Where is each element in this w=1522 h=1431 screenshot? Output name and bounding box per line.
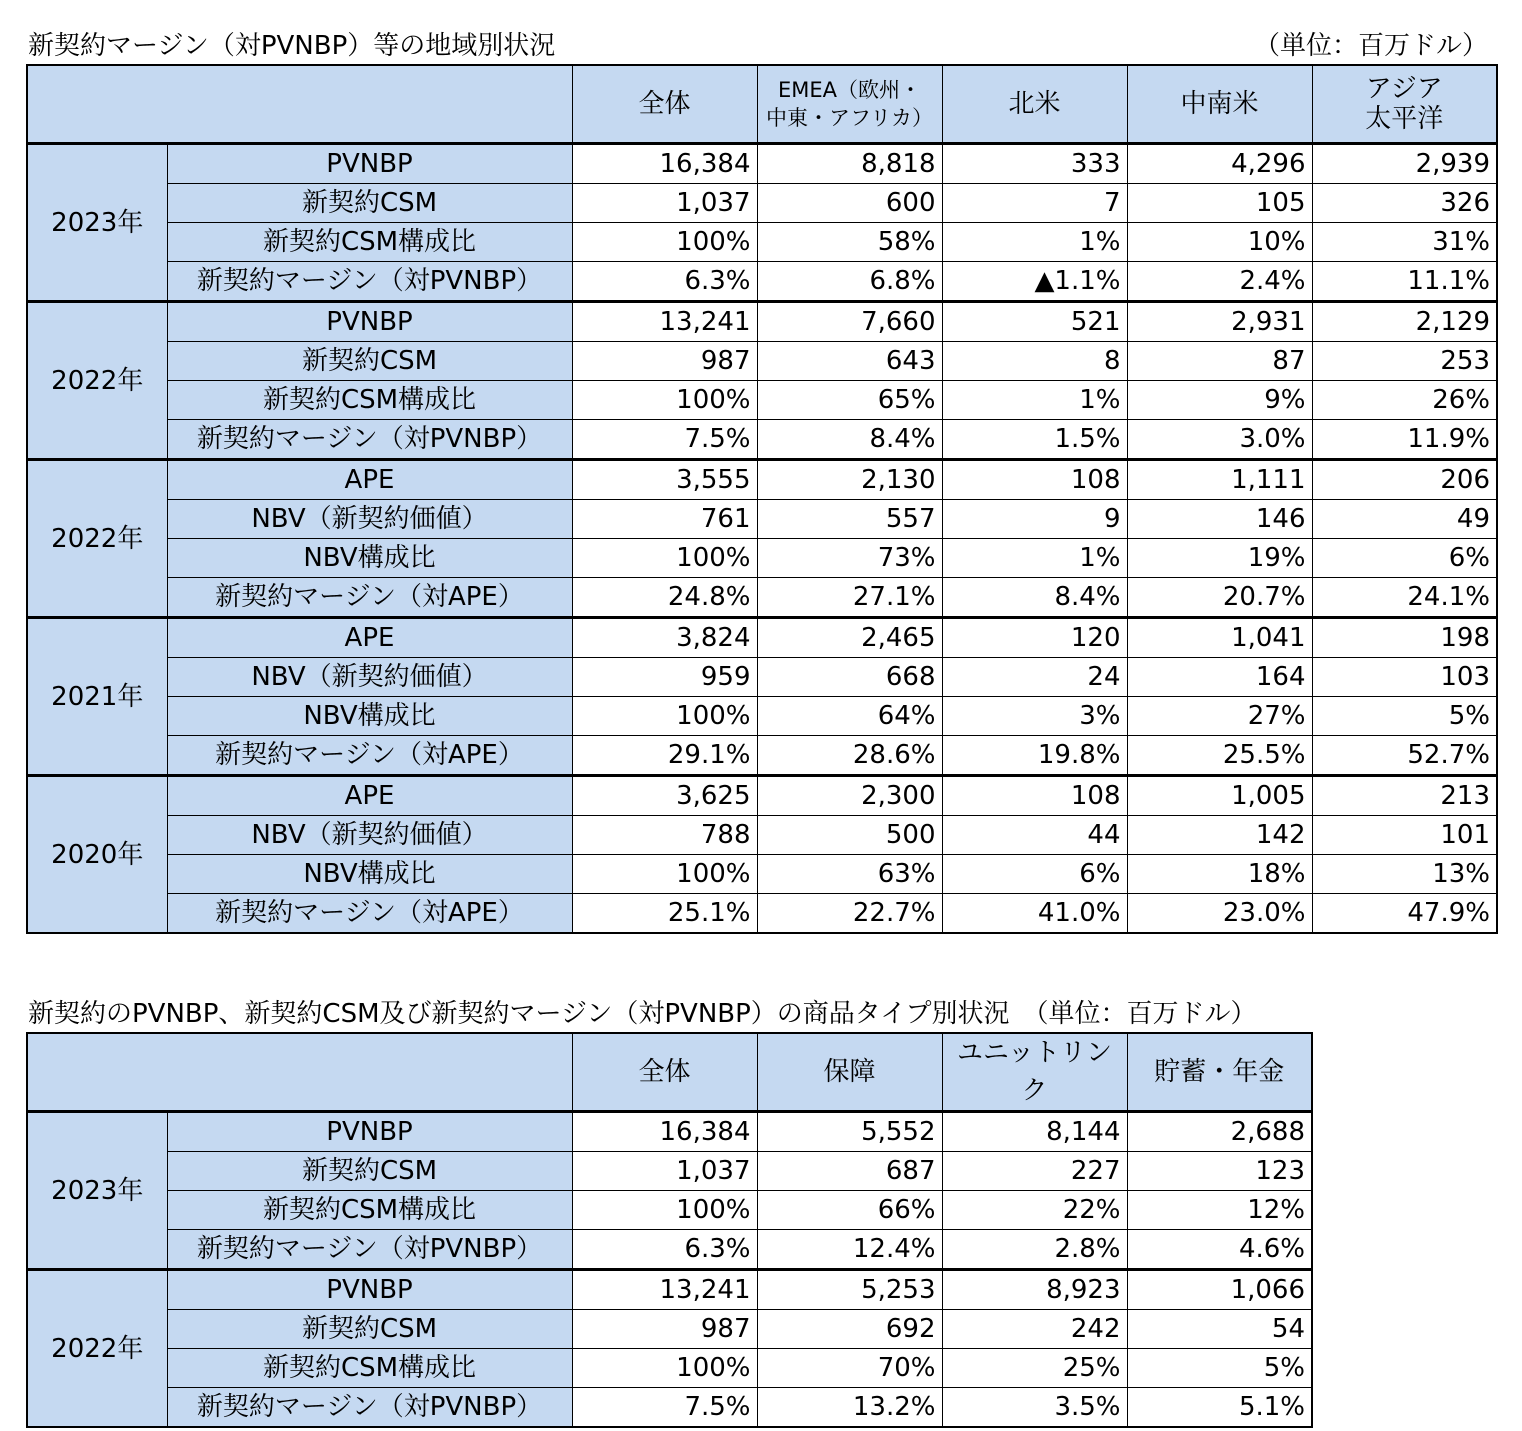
value-cell: 105 [1127, 184, 1312, 223]
value-cell: 6% [942, 855, 1127, 894]
row-label: PVNBP [167, 1112, 572, 1152]
value-cell: 108 [942, 460, 1127, 500]
value-cell: 668 [757, 658, 942, 697]
row-label: 新契約CSM構成比 [167, 1191, 572, 1230]
year-group [27, 460, 1497, 618]
value-cell: 13% [1312, 855, 1497, 894]
year-group [27, 302, 1497, 460]
value-cell: 19.8% [942, 736, 1127, 776]
value-cell: 1,066 [1127, 1270, 1312, 1310]
table-row [27, 381, 1497, 420]
row-label: 新契約マージン（対APE） [167, 578, 572, 618]
value-cell: 2,300 [757, 776, 942, 816]
value-cell: 3% [942, 697, 1127, 736]
value-cell: 24.8% [572, 578, 757, 618]
value-cell: 1,005 [1127, 776, 1312, 816]
table-row [27, 342, 1497, 381]
value-cell: 5,552 [757, 1112, 942, 1152]
value-cell: 18% [1127, 855, 1312, 894]
value-cell: 4,296 [1127, 144, 1312, 184]
value-cell: 25.5% [1127, 736, 1312, 776]
value-cell: 6.3% [572, 1230, 757, 1270]
value-cell: 26% [1312, 381, 1497, 420]
value-cell: 692 [757, 1310, 942, 1349]
column-header: 保障 [757, 1033, 942, 1112]
value-cell: 10% [1127, 223, 1312, 262]
value-cell: 2.4% [1127, 262, 1312, 302]
value-cell: 13.2% [757, 1388, 942, 1428]
table-row [27, 736, 1497, 776]
value-cell: 1,037 [572, 1152, 757, 1191]
row-label: 新契約マージン（対PVNBP） [167, 262, 572, 302]
table-row [27, 578, 1497, 618]
value-cell: 13,241 [572, 302, 757, 342]
row-label: 新契約マージン（対APE） [167, 736, 572, 776]
value-cell: 27.1% [757, 578, 942, 618]
value-cell: 9% [1127, 381, 1312, 420]
column-header: 北米 [942, 65, 1127, 144]
value-cell: 16,384 [572, 144, 757, 184]
value-cell: 7.5% [572, 1388, 757, 1428]
column-header: 全体 [572, 1033, 757, 1112]
year-cell: 2022年 [27, 460, 167, 618]
year-cell: 2020年 [27, 776, 167, 934]
row-label: APE [167, 460, 572, 500]
table-row [27, 223, 1497, 262]
value-cell: 49 [1312, 500, 1497, 539]
table-row [27, 1112, 1312, 1152]
year-cell: 2023年 [27, 144, 167, 302]
table-row [27, 1388, 1312, 1428]
column-header: アジア 太平洋 [1312, 65, 1497, 144]
table-row [27, 1349, 1312, 1388]
value-cell: 146 [1127, 500, 1312, 539]
value-cell: 5.1% [1127, 1388, 1312, 1428]
value-cell: 761 [572, 500, 757, 539]
value-cell: 8.4% [942, 578, 1127, 618]
value-cell: 23.0% [1127, 894, 1312, 934]
value-cell: 253 [1312, 342, 1497, 381]
value-cell: 44 [942, 816, 1127, 855]
value-cell: 20.7% [1127, 578, 1312, 618]
value-cell: 123 [1127, 1152, 1312, 1191]
value-cell: 100% [572, 697, 757, 736]
value-cell: 206 [1312, 460, 1497, 500]
table-row [27, 1310, 1312, 1349]
value-cell: 63% [757, 855, 942, 894]
row-label: 新契約CSM構成比 [167, 223, 572, 262]
value-cell: 101 [1312, 816, 1497, 855]
value-cell: 326 [1312, 184, 1497, 223]
value-cell: 27% [1127, 697, 1312, 736]
value-cell: 3,824 [572, 618, 757, 658]
value-cell: 25% [942, 1349, 1127, 1388]
value-cell: 12% [1127, 1191, 1312, 1230]
value-cell: 5% [1127, 1349, 1312, 1388]
value-cell: 100% [572, 381, 757, 420]
value-cell: 100% [572, 855, 757, 894]
year-group [27, 144, 1497, 302]
row-label: PVNBP [167, 144, 572, 184]
value-cell: 8,144 [942, 1112, 1127, 1152]
value-cell: 3.0% [1127, 420, 1312, 460]
value-cell: 8 [942, 342, 1127, 381]
value-cell: 58% [757, 223, 942, 262]
table-row [27, 500, 1497, 539]
value-cell: 12.4% [757, 1230, 942, 1270]
table-header [27, 1033, 1312, 1112]
value-cell: 1,111 [1127, 460, 1312, 500]
value-cell: 28.6% [757, 736, 942, 776]
value-cell: 73% [757, 539, 942, 578]
row-label: 新契約CSM [167, 1310, 572, 1349]
value-cell: 22.7% [757, 894, 942, 934]
value-cell: 3,625 [572, 776, 757, 816]
value-cell: 1,041 [1127, 618, 1312, 658]
year-cell: 2022年 [27, 302, 167, 460]
value-cell: 333 [942, 144, 1127, 184]
year-cell: 2023年 [27, 1112, 167, 1270]
value-cell: 2,939 [1312, 144, 1497, 184]
value-cell: 2,931 [1127, 302, 1312, 342]
row-label: NBV（新契約価値） [167, 658, 572, 697]
value-cell: 643 [757, 342, 942, 381]
table1-title: 新契約マージン（対PVNBP）等の地域別状況 [28, 31, 556, 61]
value-cell: 1% [942, 223, 1127, 262]
row-label: 新契約CSM [167, 1152, 572, 1191]
value-cell: 521 [942, 302, 1127, 342]
value-cell: 500 [757, 816, 942, 855]
value-cell: 19% [1127, 539, 1312, 578]
table-row [27, 460, 1497, 500]
header-row [27, 65, 1497, 144]
column-header: 中南米 [1127, 65, 1312, 144]
table-row [27, 618, 1497, 658]
value-cell: 11.9% [1312, 420, 1497, 460]
row-label: 新契約CSM構成比 [167, 1349, 572, 1388]
value-cell: 3.5% [942, 1388, 1127, 1428]
value-cell: 100% [572, 539, 757, 578]
value-cell: 54 [1127, 1310, 1312, 1349]
value-cell: 8.4% [757, 420, 942, 460]
row-label: 新契約マージン（対PVNBP） [167, 1230, 572, 1270]
value-cell: 1,037 [572, 184, 757, 223]
value-cell: 29.1% [572, 736, 757, 776]
column-header: ユニットリンク [942, 1033, 1127, 1112]
year-group [27, 776, 1497, 934]
value-cell: 198 [1312, 618, 1497, 658]
value-cell: 788 [572, 816, 757, 855]
row-label: NBV構成比 [167, 697, 572, 736]
value-cell: 70% [757, 1349, 942, 1388]
value-cell: 600 [757, 184, 942, 223]
value-cell: 987 [572, 342, 757, 381]
table-row [27, 658, 1497, 697]
value-cell: 213 [1312, 776, 1497, 816]
value-cell: 13,241 [572, 1270, 757, 1310]
table-row [27, 420, 1497, 460]
year-group [27, 618, 1497, 776]
table-row [27, 816, 1497, 855]
value-cell: 1.5% [942, 420, 1127, 460]
row-label: 新契約マージン（対APE） [167, 894, 572, 934]
value-cell: 7 [942, 184, 1127, 223]
row-label: PVNBP [167, 302, 572, 342]
table-row [27, 1152, 1312, 1191]
table-row [27, 144, 1497, 184]
table-row [27, 894, 1497, 934]
table-row [27, 697, 1497, 736]
value-cell: 7,660 [757, 302, 942, 342]
header-row [27, 1033, 1312, 1112]
value-cell: 87 [1127, 342, 1312, 381]
value-cell: 6.3% [572, 262, 757, 302]
value-cell: 8,923 [942, 1270, 1127, 1310]
year-cell: 2022年 [27, 1270, 167, 1428]
value-cell: 4.6% [1127, 1230, 1312, 1270]
table-header [27, 65, 1497, 144]
row-label: 新契約マージン（対PVNBP） [167, 420, 572, 460]
value-cell: 227 [942, 1152, 1127, 1191]
value-cell: 108 [942, 776, 1127, 816]
regional-table [26, 64, 1498, 934]
row-label: NBV（新契約価値） [167, 816, 572, 855]
value-cell: 24.1% [1312, 578, 1497, 618]
value-cell: 164 [1127, 658, 1312, 697]
row-label: APE [167, 618, 572, 658]
table2-title-row [28, 996, 1498, 1032]
value-cell: 100% [572, 223, 757, 262]
table-row [27, 539, 1497, 578]
column-header: 全体 [572, 65, 757, 144]
value-cell: 959 [572, 658, 757, 697]
table1-title-row [28, 28, 1498, 64]
year-cell: 2021年 [27, 618, 167, 776]
row-label: PVNBP [167, 1270, 572, 1310]
value-cell: 5% [1312, 697, 1497, 736]
table-row [27, 1270, 1312, 1310]
value-cell: 100% [572, 1191, 757, 1230]
value-cell: 2,130 [757, 460, 942, 500]
value-cell: 1% [942, 381, 1127, 420]
value-cell: 41.0% [942, 894, 1127, 934]
value-cell: 2,688 [1127, 1112, 1312, 1152]
value-cell: 64% [757, 697, 942, 736]
table2-title: 新契約のPVNBP、新契約CSM及び新契約マージン（対PVNBP）の商品タイプ別状況 （単位：百万ドル） [28, 999, 1257, 1029]
row-label: APE [167, 776, 572, 816]
year-group [27, 1112, 1312, 1270]
value-cell: ▲1.1% [942, 262, 1127, 302]
value-cell: 9 [942, 500, 1127, 539]
value-cell: 3,555 [572, 460, 757, 500]
value-cell: 25.1% [572, 894, 757, 934]
value-cell: 22% [942, 1191, 1127, 1230]
value-cell: 2,465 [757, 618, 942, 658]
value-cell: 47.9% [1312, 894, 1497, 934]
table-row [27, 302, 1497, 342]
row-label: 新契約CSM [167, 184, 572, 223]
value-cell: 1% [942, 539, 1127, 578]
column-header: 貯蓄・年金 [1127, 1033, 1312, 1112]
value-cell: 100% [572, 1349, 757, 1388]
value-cell: 24 [942, 658, 1127, 697]
value-cell: 6.8% [757, 262, 942, 302]
value-cell: 52.7% [1312, 736, 1497, 776]
value-cell: 5,253 [757, 1270, 942, 1310]
header-corner-cell [27, 65, 572, 144]
product-type-table [26, 1032, 1313, 1428]
year-group [27, 1270, 1312, 1428]
value-cell: 2.8% [942, 1230, 1127, 1270]
value-cell: 31% [1312, 223, 1497, 262]
row-label: 新契約CSM構成比 [167, 381, 572, 420]
value-cell: 65% [757, 381, 942, 420]
table-row [27, 776, 1497, 816]
row-label: NBV（新契約価値） [167, 500, 572, 539]
value-cell: 242 [942, 1310, 1127, 1349]
value-cell: 557 [757, 500, 942, 539]
value-cell: 142 [1127, 816, 1312, 855]
table-row [27, 855, 1497, 894]
table-row [27, 1230, 1312, 1270]
value-cell: 2,129 [1312, 302, 1497, 342]
value-cell: 6% [1312, 539, 1497, 578]
row-label: 新契約CSM [167, 342, 572, 381]
table-row [27, 184, 1497, 223]
value-cell: 66% [757, 1191, 942, 1230]
value-cell: 11.1% [1312, 262, 1497, 302]
table-row [27, 262, 1497, 302]
row-label: NBV構成比 [167, 539, 572, 578]
table-row [27, 1191, 1312, 1230]
value-cell: 687 [757, 1152, 942, 1191]
column-header: EMEA（欧州・ 中東・アフリカ） [757, 65, 942, 144]
value-cell: 7.5% [572, 420, 757, 460]
value-cell: 987 [572, 1310, 757, 1349]
value-cell: 8,818 [757, 144, 942, 184]
row-label: 新契約マージン（対PVNBP） [167, 1388, 572, 1428]
value-cell: 103 [1312, 658, 1497, 697]
row-label: NBV構成比 [167, 855, 572, 894]
header-corner-cell [27, 1033, 572, 1112]
table1-unit: （単位：百万ドル） [1253, 31, 1488, 61]
value-cell: 16,384 [572, 1112, 757, 1152]
value-cell: 120 [942, 618, 1127, 658]
